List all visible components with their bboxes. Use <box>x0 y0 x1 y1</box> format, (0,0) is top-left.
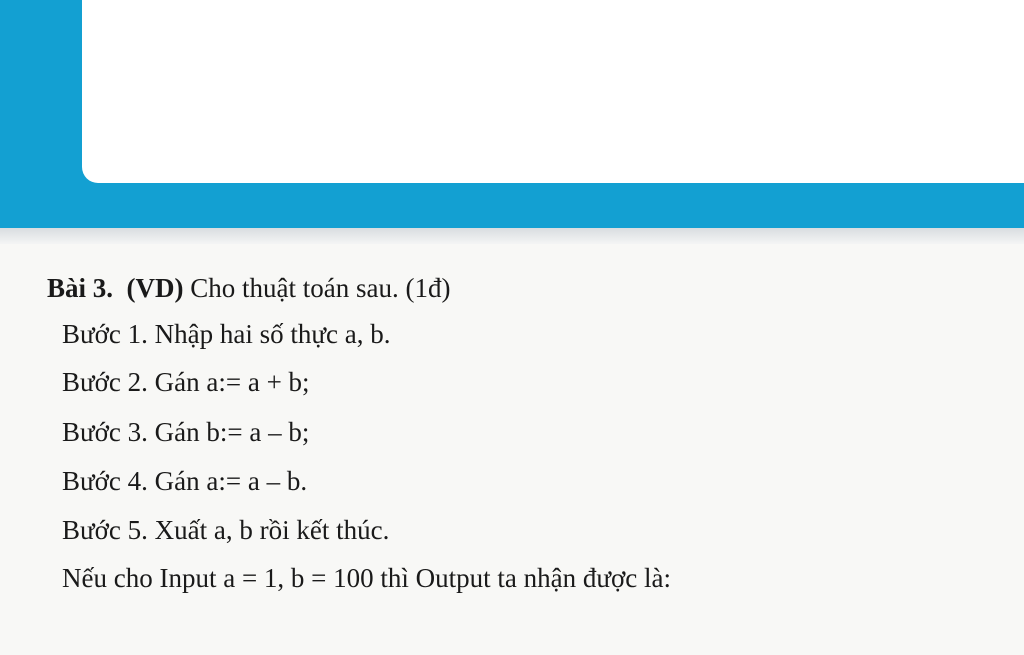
problem-title <box>47 270 450 306</box>
step-3: Bước 3. Gán b:= a – b; <box>62 417 310 447</box>
header-banner <box>0 0 1024 228</box>
step-5: Bước 5. Xuất a, b rồi kết thúc. <box>62 515 390 545</box>
step-4: Bước 4. Gán a:= a – b. <box>62 466 308 496</box>
banner-divider <box>0 228 1024 244</box>
problem-intro: Cho thuật toán sau. (1đ) <box>190 273 451 303</box>
problem-number: Bài 3. <box>47 273 114 303</box>
problem-level: (VD) <box>126 273 184 303</box>
header-white-panel <box>82 0 1024 183</box>
step-1: Bước 1. Nhập hai số thực a, b. <box>62 319 391 349</box>
problem-question: Nếu cho Input a = 1, b = 100 thì Output ta nhận được là: <box>62 563 672 593</box>
step-2: Bước 2. Gán a:= a + b; <box>62 367 310 397</box>
